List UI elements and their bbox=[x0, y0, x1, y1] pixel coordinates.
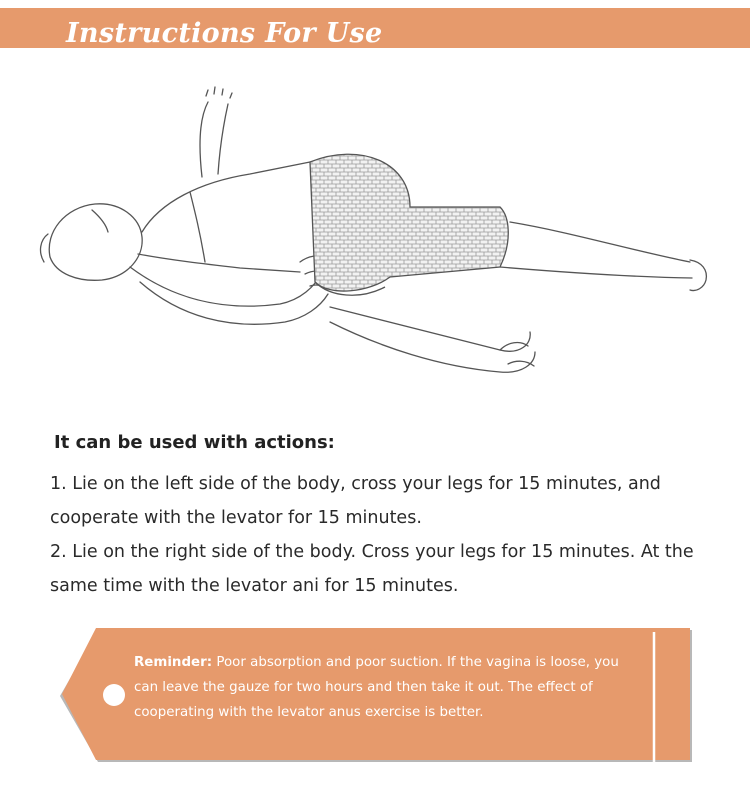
step-1: 1. Lie on the left side of the body, cross your legs for 15 minutes, and cooperate with the levator for 15 minutes. bbox=[50, 474, 661, 528]
bullet-dot-icon bbox=[103, 684, 125, 706]
reminder-label: Reminder: bbox=[134, 655, 213, 670]
woman-lying-cross-legged-sketch-icon bbox=[30, 82, 720, 412]
page-title: Instructions For Use bbox=[66, 18, 383, 49]
step-2: 2. Lie on the right side of the body. Cross your legs for 15 minutes. At the same time with the levator ani for 15 minutes. bbox=[50, 542, 694, 596]
header-bar bbox=[0, 8, 750, 48]
reminder-body: Poor absorption and poor suction. If the vagina is loose, you can leave the gauze for two hours and then take it out. The effect of cooperating with the levator anus exercise is better. bbox=[134, 655, 619, 720]
reminder-box bbox=[60, 628, 696, 768]
actions-section bbox=[50, 432, 730, 603]
reminder-text bbox=[134, 650, 644, 725]
actions-heading: It can be used with actions: bbox=[54, 432, 335, 453]
